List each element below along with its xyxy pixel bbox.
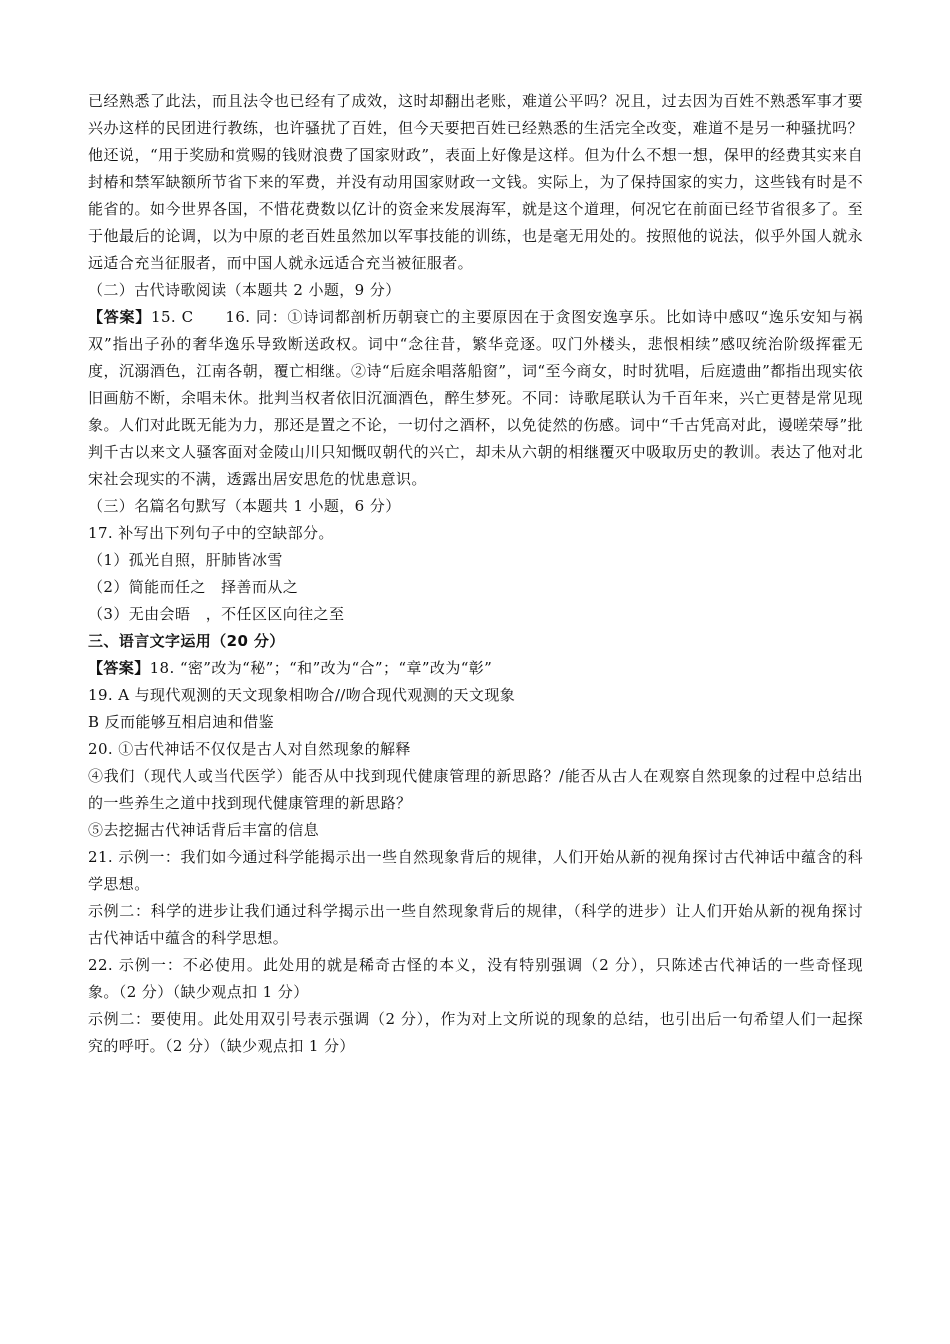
answer-22-example-2: 示例二：要使用。此处用双引号表示强调（2 分），作为对上文所说的现象的总结，也引出后一句希望人们一起探究的呼吁。（2 分）（缺少观点扣 1 分） [88, 1010, 863, 1055]
answer-19-a: 19. A 与现代观测的天文现象相吻合//吻合现代观测的天文现象 [88, 686, 516, 704]
question-17-item-1: （1）孤光自照，肝肺皆冰雪 [88, 551, 283, 569]
section-heading-recitation: （三）名篇名句默写（本题共 1 小题，6 分） [88, 497, 401, 515]
answer-19-b: B 反而能够互相启迪和借鉴 [88, 713, 274, 731]
question-17-item-2: （2）简能而任之 择善而从之 [88, 578, 299, 596]
document-page [88, 88, 863, 1060]
answer-20-5: ⑤去挖掘古代神话背后丰富的信息 [88, 821, 320, 839]
answer-18-text: 18. “密”改为“秘”；“和”改为“合”；“章”改为“彰” [149, 659, 493, 677]
answer-15-16-text: 15. C 16. 同：①诗词都剖析历朝衰亡的主要原因在于贪图安逸享乐。比如诗中感叹“逸乐安知与祸双”指出子孙的奢华逸乐导致断送政权。词中“念往昔，繁华竞逐。叹门外楼头，悲恨相续”感叹统治阶级挥霍无度，沉溺酒色，江南各朝，覆亡相继。②诗“后庭余唱落船窗”，词“至今商女，时时犹唱，后庭遗曲”都指出现实依旧画舫不断，余唱未休。批判当权者依旧沉湎酒色，醉生梦死。不同：诗歌尾联认为千百年来，兴亡更替是常见现象。人们对此既无能为力，那还是置之不论，一切付之酒杯，以免徒然的伤感。词中“千古凭高对此，谩嗟荣辱”批判千古以来文人骚客面对金陵山川只知慨叹朝代的兴亡，却未从六朝的相继覆灭中吸取历史的教训。表达了他对北宋社会现实的不满，透露出居安思危的忧患意识。 [88, 308, 863, 488]
part-heading-language: 三、语言文字运用（20 分） [88, 632, 285, 650]
answer-15-16 [88, 304, 863, 493]
answer-21-example-2: 示例二：科学的进步让我们通过科学揭示出一些自然现象背后的规律，（科学的进步）让人们开始从新的视角探讨古代神话中蕴含的科学思想。 [88, 902, 863, 947]
paragraph-translation: 已经熟悉了此法，而且法令也已经有了成效，这时却翻出老账，难道公平吗？况且，过去因为百姓不熟悉军事才要兴办这样的民团进行教练，也许骚扰了百姓，但今天要把百姓已经熟悉的生活完全改变，难道不是另一种骚扰吗？他还说，“用于奖励和赏赐的钱财浪费了国家财政”，表面上好像是这样。但为什么不想一想，保甲的经费其实来自封椿和禁军缺额所节省下来的军费，并没有动用国家财政一文钱。实际上，为了保持国家的实力，这些钱有时是不能省的。如今世界各国，不惜花费数以亿计的资金来发展海军，就是这个道理，何况它在前面已经节省很多了。至于他最后的论调，以为中原的老百姓虽然加以军事技能的训练，也是毫无用处的。按照他的说法，似乎外国人就永远适合充当征服者，而中国人就永远适合充当被征服者。 [88, 92, 863, 272]
section-heading-poetry: （二）古代诗歌阅读（本题共 2 小题，9 分） [88, 281, 401, 299]
question-17: 17. 补写出下列句子中的空缺部分。 [88, 524, 334, 542]
answer-22-example-1: 22. 示例一：不必使用。此处用的就是稀奇古怪的本义，没有特别强调（2 分），只陈述古代神话的一些奇怪现象。（2 分）（缺少观点扣 1 分） [88, 956, 863, 1001]
answer-20-4: ④我们（现代人或当代医学）能否从中找到现代健康管理的新思路？/能否从古人在观察自然现象的过程中总结出的一些养生之道中找到现代健康管理的新思路？ [88, 767, 863, 812]
answer-18 [88, 655, 863, 682]
question-17-item-3: （3）无由会晤 ，不任区区向往之至 [88, 605, 345, 623]
answer-tag: 【答案】 [88, 308, 152, 326]
answer-tag: 【答案】 [88, 659, 150, 677]
answer-20-1: 20. ①古代神话不仅仅是古人对自然现象的解释 [88, 740, 411, 758]
answer-21-example-1: 21. 示例一：我们如今通过科学能揭示出一些自然现象背后的规律，人们开始从新的视角探讨古代神话中蕴含的科学思想。 [88, 848, 863, 893]
